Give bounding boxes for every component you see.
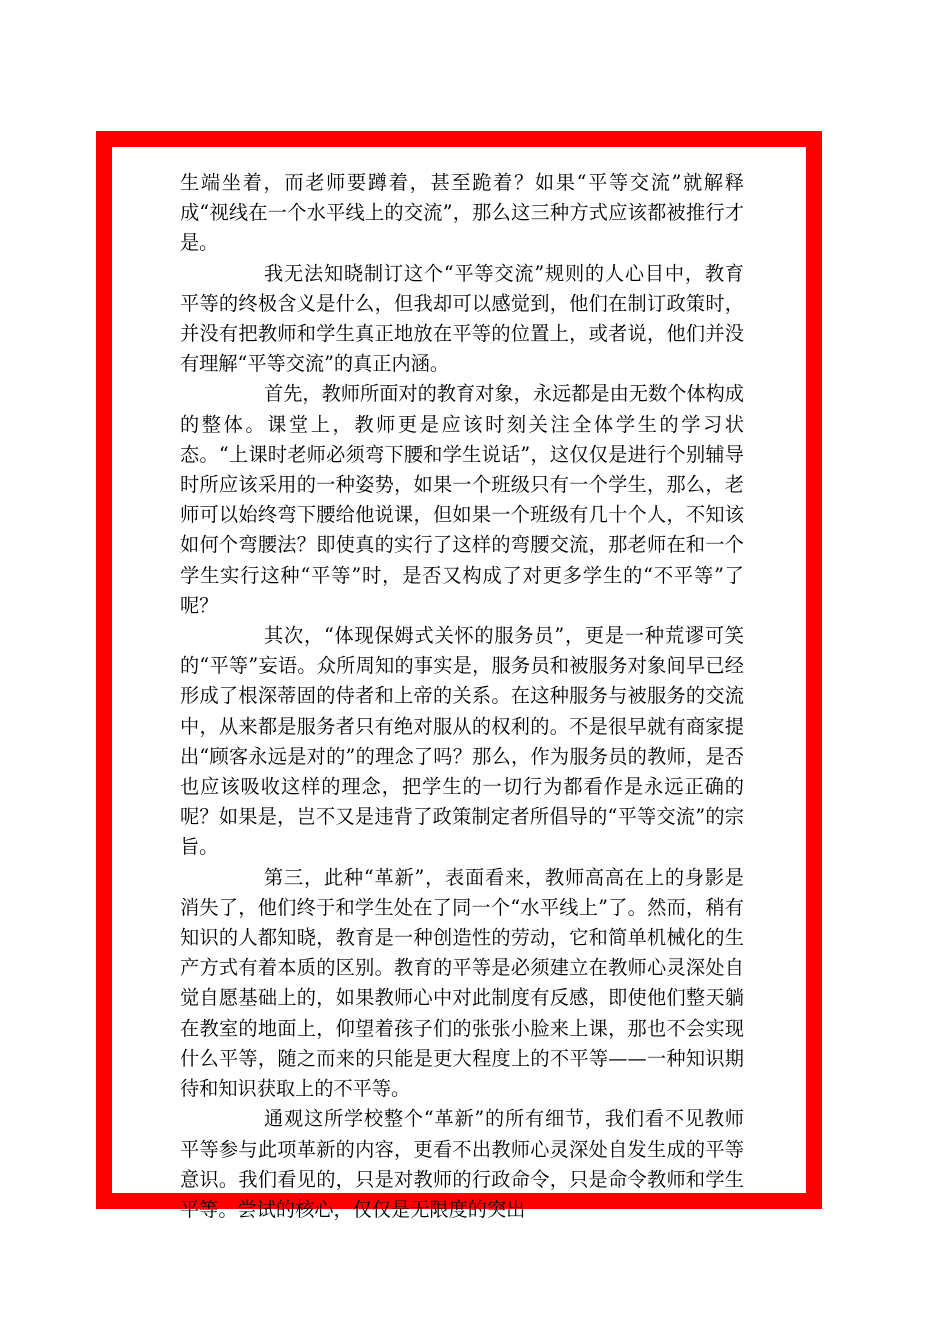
paragraph-1: 生端坐着，而老师要蹲着，甚至跪着？如果“平等交流”就解释成“视线在一个水平线上的交流”，那么这三种方式应该都被推行才是。 (180, 171, 744, 255)
paragraph-3: 首先，教师所面对的教育对象，永远都是由无数个体构成的整体。课堂上，教师更是应该时刻关注全体学生的学习状态。“上课时老师必须弯下腰和学生说话”，这仅仅是进行个别辅导时所应该采用的一种姿势，如果一个班级只有一个学生，那么，老师可以始终弯下腰给他说课，但如果一个班级有几十个人，不知该如何个弯腰法？即使真的实行了这样的弯腰交流，那老师在和一个学生实行这种“平等”时，是否又构成了对更多学生的“不平等”了呢？ (180, 382, 744, 617)
paragraph-4: 其次，“体现保姆式关怀的服务员”，更是一种荒谬可笑的“平等”妄语。众所周知的事实是，服务员和被服务对象间早已经形成了根深蒂固的侍者和上帝的关系。在这种服务与被服务的交流中，从来都是服务者只有绝对服从的权利的。不是很早就有商家提出“顾客永远是对的”的理念了吗？那么，作为服务员的教师，是否也应该吸收这样的理念，把学生的一切行为都看作是永远正确的呢？如果是，岂不又是违背了政策制定者所倡导的“平等交流”的宗旨。 (180, 624, 744, 859)
paragraph-2: 我无法知晓制订这个“平等交流”规则的人心目中，教育平等的终极含义是什么，但我却可以感觉到，他们在制订政策时，并没有把教师和学生真正地放在平等的位置上，或者说，他们并没有理解“平等交流”的真正内涵。 (180, 261, 744, 376)
document-body (180, 168, 744, 1225)
paragraph-5: 第三，此种“革新”，表面看来，教师高高在上的身影是消失了，他们终于和学生处在了同一个“水平线上”了。然而，稍有知识的人都知晓，教育是一种创造性的劳动，它和简单机械化的生产方式有着本质的区别。教育的平等是必须建立在教师心灵深处自觉自愿基础上的，如果教师心中对此制度有反感，即使他们整天躺在教室的地面上，仰望着孩子们的张张小脸来上课，那也不会实现什么平等，随之而来的只能是更大程度上的不平等——一种知识期待和知识获取上的不平等。 (180, 865, 744, 1101)
paragraph-6: 通观这所学校整个“革新”的所有细节，我们看不见教师平等参与此项革新的内容，更看不出教师心灵深处自发生成的平等意识。我们看见的，只是对教师的行政命令，只是命令教师和学生平等。尝试的核心，仅仅是无限度的突出 (180, 1107, 744, 1221)
